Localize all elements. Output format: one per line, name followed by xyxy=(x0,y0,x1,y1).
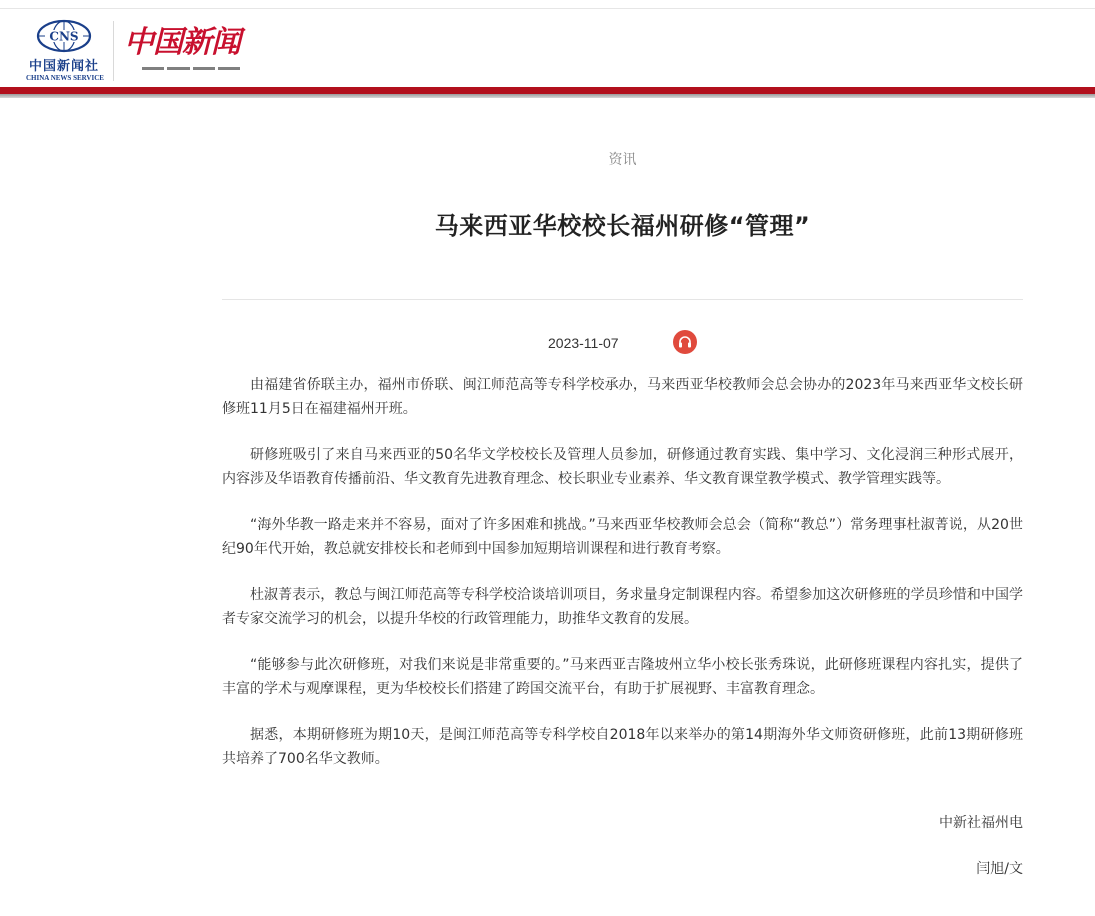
article-body xyxy=(222,373,1023,793)
brand-logo[interactable] xyxy=(124,24,249,84)
article-paragraph: 杜淑菁表示，教总与闽江师范高等专科学校洽谈培训项目，务求量身定制课程内容。希望参加这次研修班的学员珍惜和中国学者专家交流学习的机会，以提升华校的行政管理能力，助推华文教育的发展。 xyxy=(222,587,1023,627)
cns-name-en: CHINA NEWS SERVICE xyxy=(26,74,104,82)
cns-logo-text: CNS xyxy=(49,29,79,44)
article-paragraph: “海外华教一路走来并不容易，面对了许多困难和挑战。”马来西亚华校教师会总会（简称“教总”）常务理事杜淑菁说，从20世纪90年代开始，教总就安排校长和老师到中国参加短期培训课程和进行教育考察。 xyxy=(222,517,1023,557)
article-paragraph: 据悉，本期研修班为期10天，是闽江师范高等专科学校自2018年以来举办的第14期海外华文师资研修班，此前13期研修班共培养了700名华文教师。 xyxy=(222,727,1023,767)
site-header xyxy=(0,9,1095,87)
cns-globe-logo-icon xyxy=(36,19,92,53)
cns-name-cn: 中国新闻社 xyxy=(28,59,99,74)
news-source: 中新社福州电 xyxy=(939,815,1023,831)
title-divider xyxy=(222,299,1023,300)
brand-tagline-decoration xyxy=(142,67,240,71)
headphones-icon xyxy=(678,335,692,349)
article-title: 马来西亚华校校长福州研修“管理” xyxy=(434,212,811,240)
top-border xyxy=(0,0,1095,9)
logo-divider xyxy=(113,21,114,81)
article-paragraph: 由福建省侨联主办，福州市侨联、闽江师范高等专科学校承办，马来西亚华校教师会总会协办的2023年马来西亚华文校长研修班11月5日在福建福州开班。 xyxy=(222,377,1023,417)
article-category[interactable]: 资讯 xyxy=(608,152,637,168)
header-red-bar xyxy=(0,87,1095,94)
article-author: 闫旭/文 xyxy=(976,861,1023,877)
cns-logo[interactable] xyxy=(26,19,102,85)
publish-date: 2023-11-07 xyxy=(548,335,619,351)
header-bar-shadow xyxy=(0,94,1095,98)
audio-play-button[interactable] xyxy=(673,330,697,354)
brand-title: 中国新闻 xyxy=(124,25,240,60)
article-paragraph: “能够参与此次研修班，对我们来说是非常重要的。”马来西亚吉隆坡州立华小校长张秀珠说，此研修班课程内容扎实，提供了丰富的学术与观摩课程，更为华校校长们搭建了跨国交流平台，有助于扩展视野、丰富教育理念。 xyxy=(222,657,1023,697)
article-paragraph: 研修班吸引了来自马来西亚的50名华文学校校长及管理人员参加，研修通过教育实践、集中学习、文化浸润三种形式展开，内容涉及华语教育传播前沿、华文教育先进教育理念、校长职业专业素养、华文教育课堂教学模式、教学管理实践等。 xyxy=(222,447,1023,487)
